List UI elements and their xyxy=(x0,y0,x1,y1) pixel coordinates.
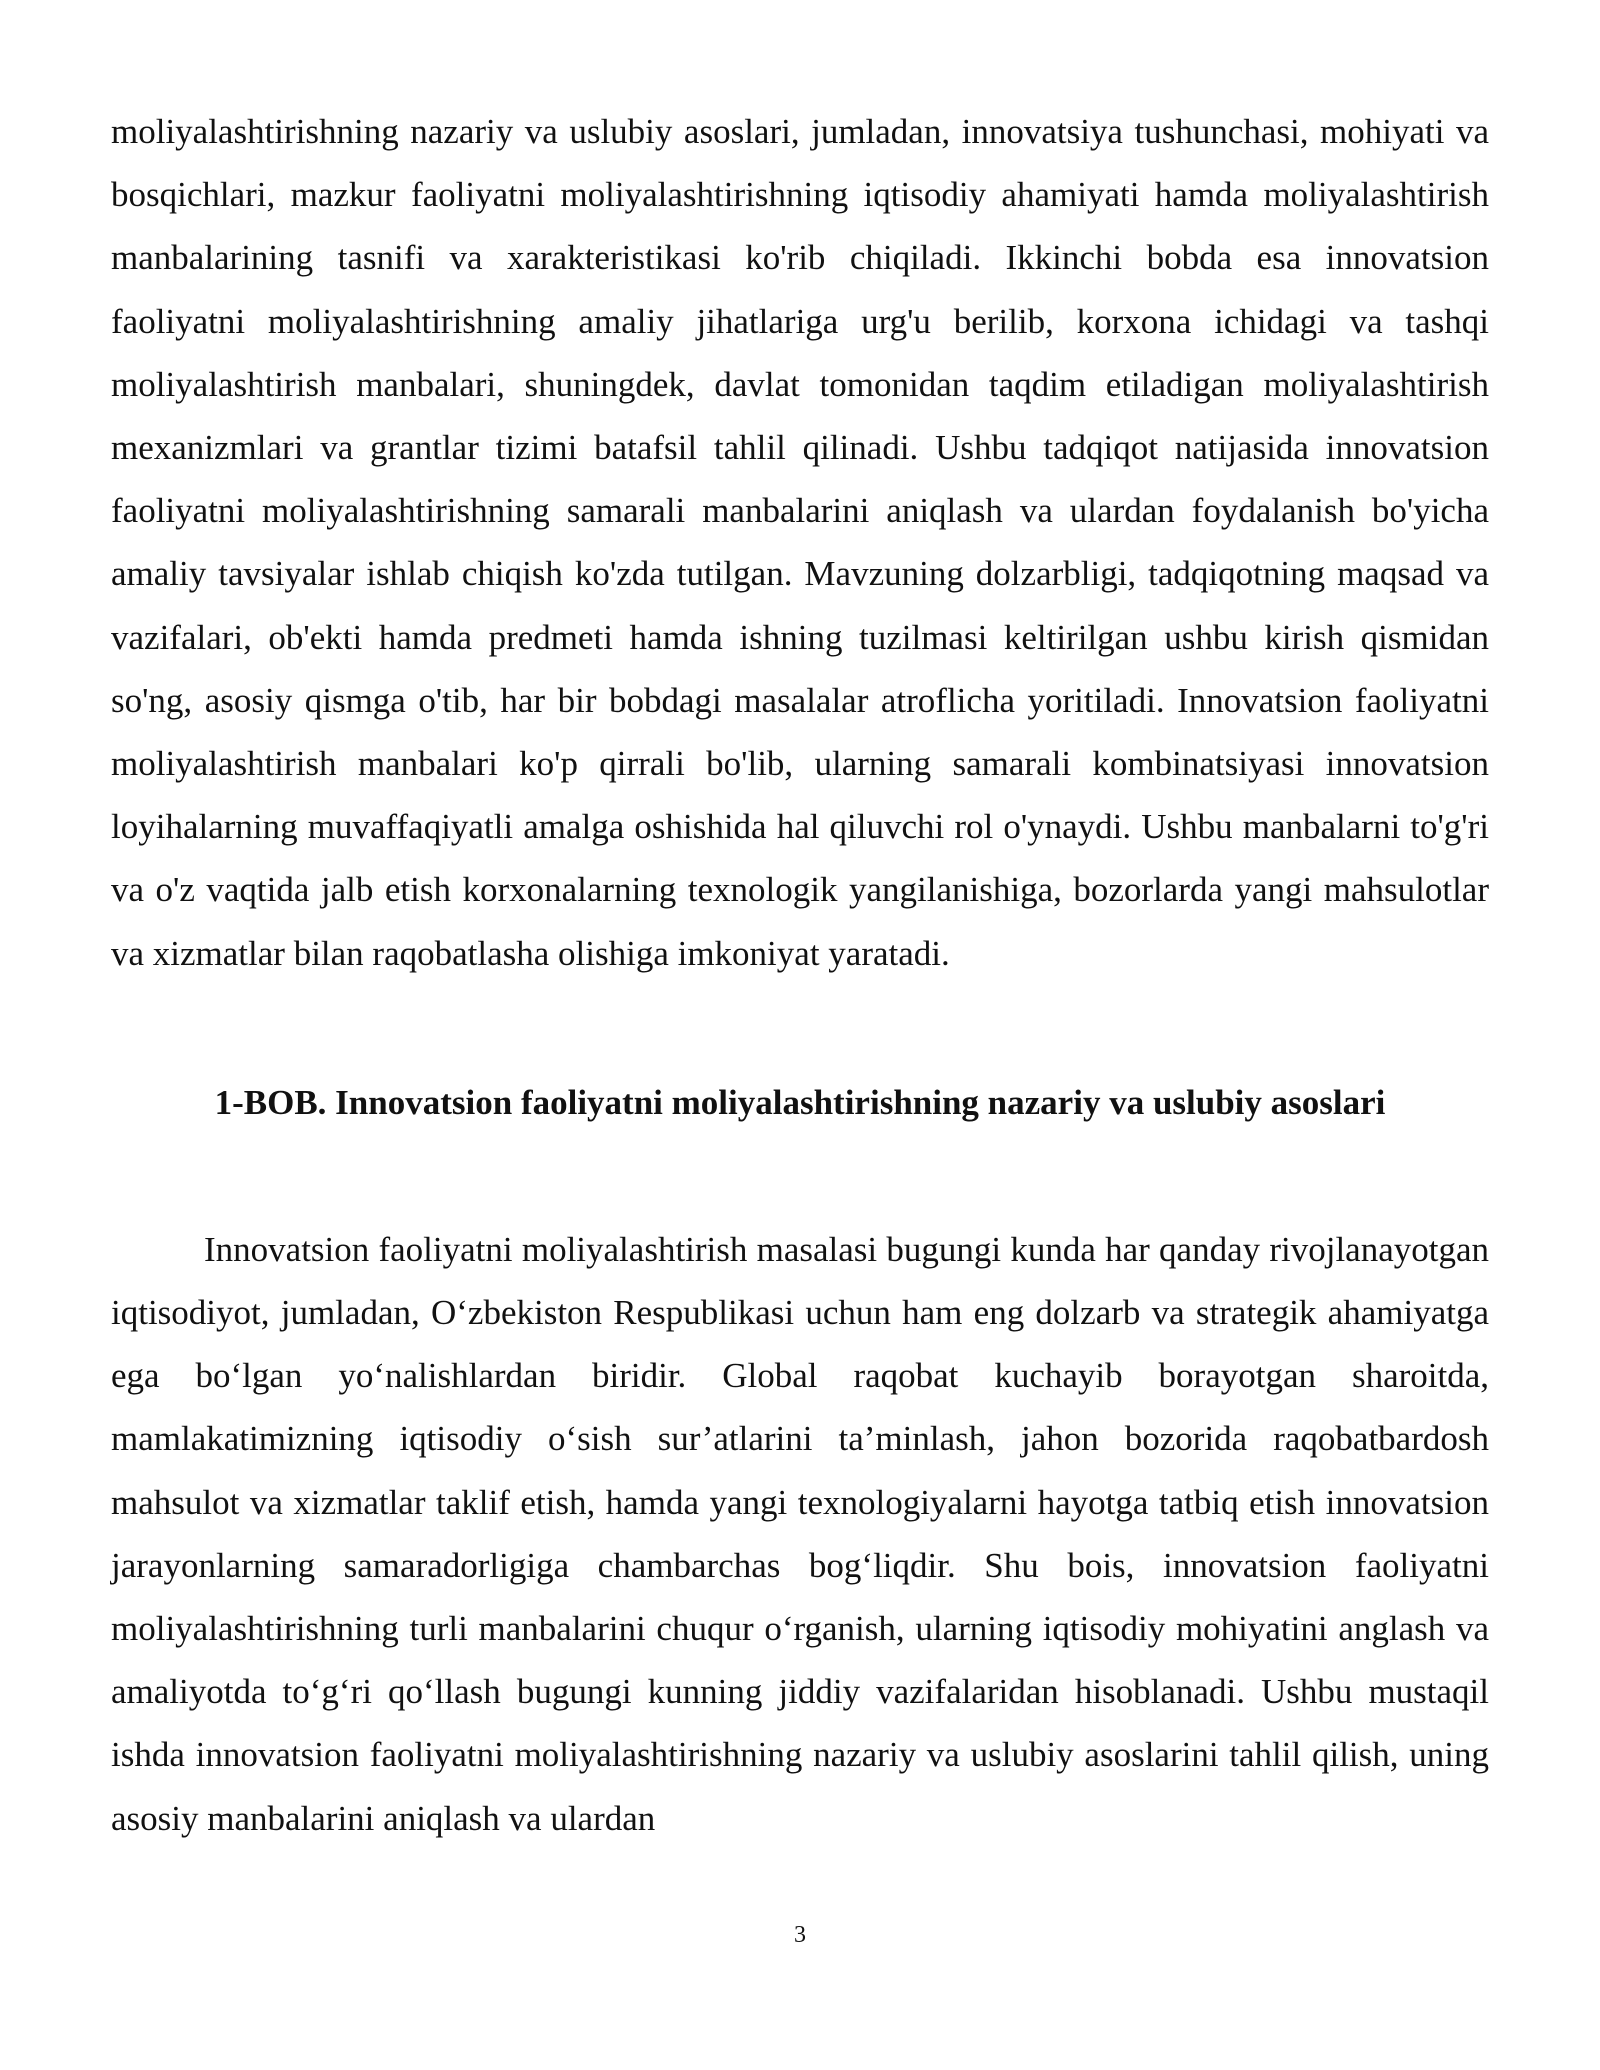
document-page xyxy=(111,100,1489,1850)
chapter-heading: 1-BOB. Innovatsion faoliyatni moliyalashtirishning nazariy va uslubiy asoslari xyxy=(214,1082,1386,1122)
body-paragraph-chapter-opening: Innovatsion faoliyatni moliyalashtirish masalasi bugungi kunda har qanday rivojlanayotgan iqtisodiyot, jumladan, O‘zbekiston Respublikasi uchun ham eng dolzarb va strategik ahamiyatga ega bo‘lgan yo‘nalishlardan biridir. Global raqobat kuchayib borayotgan sharoitda, mamlakatimizning iqtisodiy o‘sish sur’atlarini ta’minlash, jahon bozorida raqobatbardosh mahsulot va xizmatlar taklif etish, hamda yangi texnologiyalarni hayotga tatbiq etish innovatsion jarayonlarning samaradorligiga chambarchas bog‘liqdir. Shu bois, innovatsion faoliyatni moliyalashtirishning turli manbalarini chuqur o‘rganish, ularning iqtisodiy mohiyatini anglash va amaliyotda to‘g‘ri qo‘llash bugungi kunning jiddiy vazifalaridan hisoblanadi. Ushbu mustaqil ishda innovatsion faoliyatni moliyalashtirishning nazariy va uslubiy asoslarini tahlil qilish, uning asosiy manbalarini aniqlash va ulardan xyxy=(111,1229,1489,1838)
body-paragraph-intro-continuation: moliyalashtirishning nazariy va uslubiy asoslari, jumladan, innovatsiya tushunchasi, mohiyati va bosqichlari, mazkur faoliyatni moliyalashtirishning iqtisodiy ahamiyati hamda moliyalashtirish manbalarining tasnifi va xarakteristikasi ko'rib chiqiladi. Ikkinchi bobda esa innovatsion faoliyatni moliyalashtirishning amaliy jihatlariga urg'u berilib, korxona ichidagi va tashqi moliyalashtirish manbalari, shuningdek, davlat tomonidan taqdim etiladigan moliyalashtirish mexanizmlari va grantlar tizimi batafsil tahlil qilinadi. Ushbu tadqiqot natijasida innovatsion faoliyatni moliyalashtirishning samarali manbalarini aniqlash va ulardan foydalanish bo'yicha amaliy tavsiyalar ishlab chiqish ko'zda tutilgan. Mavzuning dolzarbligi, tadqiqotning maqsad va vazifalari, ob'ekti hamda predmeti hamda ishning tuzilmasi keltirilgan ushbu kirish qismidan so'ng, asosiy qismga o'tib, har bir bobdagi masalalar atroflicha yoritiladi. Innovatsion faoliyatni moliyalashtirish manbalari ko'p qirrali bo'lib, ularning samarali kombinatsiyasi innovatsion loyihalarning muvaffaqiyatli amalga oshishida hal qiluvchi rol o'ynaydi. Ushbu manbalarni to'g'ri va o'z vaqtida jalb etish korxonalarning texnologik yangilanishiga, bozorlarda yangi mahsulotlar va xizmatlar bilan raqobatlasha olishiga imkoniyat yaratadi. xyxy=(111,112,1489,973)
page-number: 3 xyxy=(794,1922,806,1948)
